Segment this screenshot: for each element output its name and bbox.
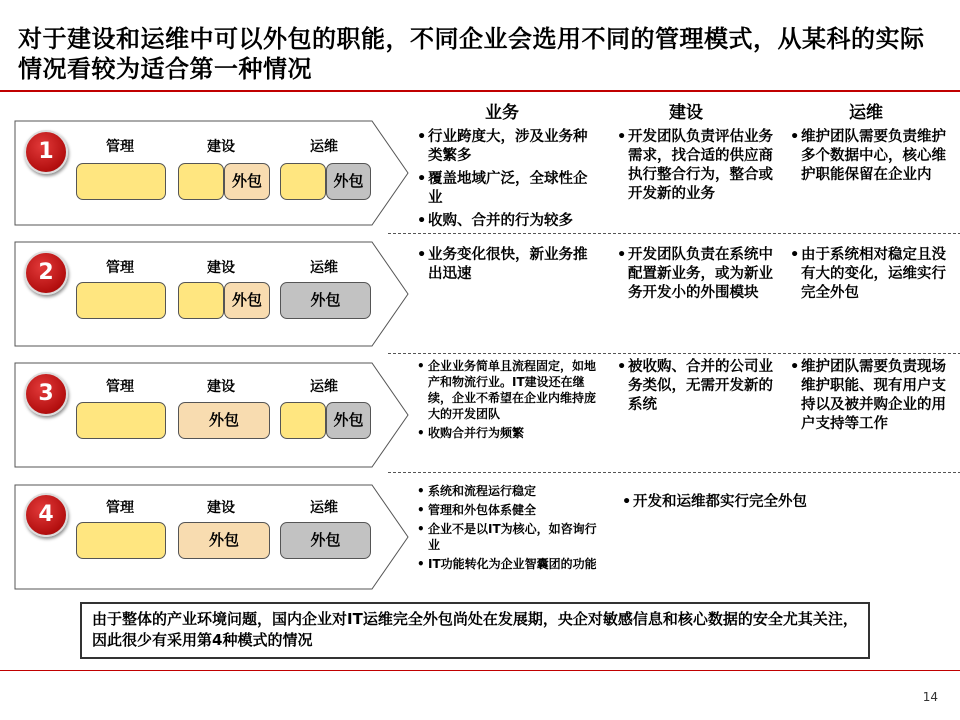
construction-inhouse-box — [178, 282, 224, 319]
row-divider — [388, 233, 960, 234]
row-1-operation-list — [790, 128, 948, 189]
label-operation: 运维 — [310, 379, 338, 395]
row-4-business-list — [417, 483, 607, 575]
column-header-construction: 建设 — [669, 103, 703, 123]
list-item: • 收购、合并的行为较多 — [417, 212, 597, 231]
mode-row-3 — [14, 362, 410, 468]
footer-divider — [0, 670, 960, 671]
list-item: • 被收购、合并的公司业务类似，无需开发新的系统 — [617, 358, 777, 415]
page-title: 对于建设和运维中可以外包的职能，不同企业会选用不同的管理模式，从某科的实际情况看较为适合第一种情况 — [18, 25, 925, 83]
title-divider — [0, 90, 960, 92]
column-header-operation: 运维 — [849, 103, 883, 123]
conclusion-note: 由于整体的产业环境问题，国内企业对IT运维完全外包尚处在发展期，央企对敏感信息和核心数据的安全尤其关注，因此很少有采用第4种模式的情况 — [80, 602, 870, 659]
list-item: • 开发团队负责评估业务需求，找合适的供应商执行整合行为，整合或开发新的业务 — [617, 128, 777, 204]
mode-number-badge: 4 — [24, 493, 68, 537]
row-1-construction-list — [617, 128, 777, 208]
operation-inhouse-box — [280, 402, 326, 439]
mode-row-2 — [14, 241, 410, 347]
manage-box — [76, 522, 166, 559]
list-item: • 管理和外包体系健全 — [417, 502, 607, 518]
row-3-business-list — [417, 358, 605, 444]
label-operation: 运维 — [310, 139, 338, 155]
row-divider — [388, 472, 960, 473]
label-construction: 建设 — [207, 260, 235, 276]
list-item: • 由于系统相对稳定且没有大的变化，运维实行完全外包 — [790, 246, 948, 303]
row-divider — [388, 353, 960, 354]
construction-outsource-box: 外包 — [224, 163, 270, 200]
row-3-operation-list — [790, 358, 948, 438]
mode-row-4 — [14, 484, 410, 590]
construction-outsource-box: 外包 — [178, 522, 270, 559]
operation-outsource-box: 外包 — [280, 522, 371, 559]
construction-outsource-box: 外包 — [224, 282, 270, 319]
list-item: • 收购合并行为频繁 — [417, 425, 605, 441]
page-number: 14 — [922, 690, 938, 704]
row-3-construction-list — [617, 358, 777, 419]
list-item: • 维护团队需要负责维护多个数据中心，核心维护职能保留在企业内 — [790, 128, 948, 185]
operation-inhouse-box — [280, 163, 326, 200]
label-construction: 建设 — [207, 379, 235, 395]
list-item: • 开发和运维都实行完全外包 — [622, 493, 942, 512]
manage-box — [76, 402, 166, 439]
mode-number-badge: 2 — [24, 251, 68, 295]
list-item: • 覆盖地域广泛，全球性企业 — [417, 170, 597, 208]
label-construction: 建设 — [207, 139, 235, 155]
row-2-construction-list — [617, 246, 777, 307]
label-operation: 运维 — [310, 260, 338, 276]
list-item: • 企业业务简单且流程固定，如地产和物流行业。IT建设还在继续，企业不希望在企业内维持庞大的开发团队 — [417, 358, 605, 422]
operation-outsource-box: 外包 — [280, 282, 371, 319]
column-header-business: 业务 — [485, 103, 519, 123]
row-2-operation-list — [790, 246, 948, 307]
list-item: • 企业不是以IT为核心，如咨询行业 — [417, 521, 607, 553]
list-item: • 维护团队需要负责现场维护职能、现有用户支持以及被并购企业的用户支持等工作 — [790, 358, 948, 434]
mode-number-badge: 1 — [24, 130, 68, 174]
list-item: • 行业跨度大，涉及业务种类繁多 — [417, 128, 597, 166]
row-2-business-list — [417, 246, 597, 288]
list-item: • 系统和流程运行稳定 — [417, 483, 607, 499]
construction-outsource-box: 外包 — [178, 402, 270, 439]
construction-inhouse-box — [178, 163, 224, 200]
mode-row-1 — [14, 120, 410, 226]
row-1-business-list — [417, 128, 597, 235]
label-construction: 建设 — [207, 500, 235, 516]
row-4-combined-list — [622, 493, 942, 516]
operation-outsource-box: 外包 — [326, 402, 371, 439]
label-manage: 管理 — [106, 139, 134, 155]
label-manage: 管理 — [106, 379, 134, 395]
list-item: • 业务变化很快，新业务推出迅速 — [417, 246, 597, 284]
mode-number-badge: 3 — [24, 372, 68, 416]
list-item: • 开发团队负责在系统中配置新业务，或为新业务开发小的外围模块 — [617, 246, 777, 303]
label-manage: 管理 — [106, 500, 134, 516]
manage-box — [76, 282, 166, 319]
operation-outsource-box: 外包 — [326, 163, 371, 200]
manage-box — [76, 163, 166, 200]
label-operation: 运维 — [310, 500, 338, 516]
list-item: • IT功能转化为企业智囊团的功能 — [417, 556, 607, 572]
label-manage: 管理 — [106, 260, 134, 276]
